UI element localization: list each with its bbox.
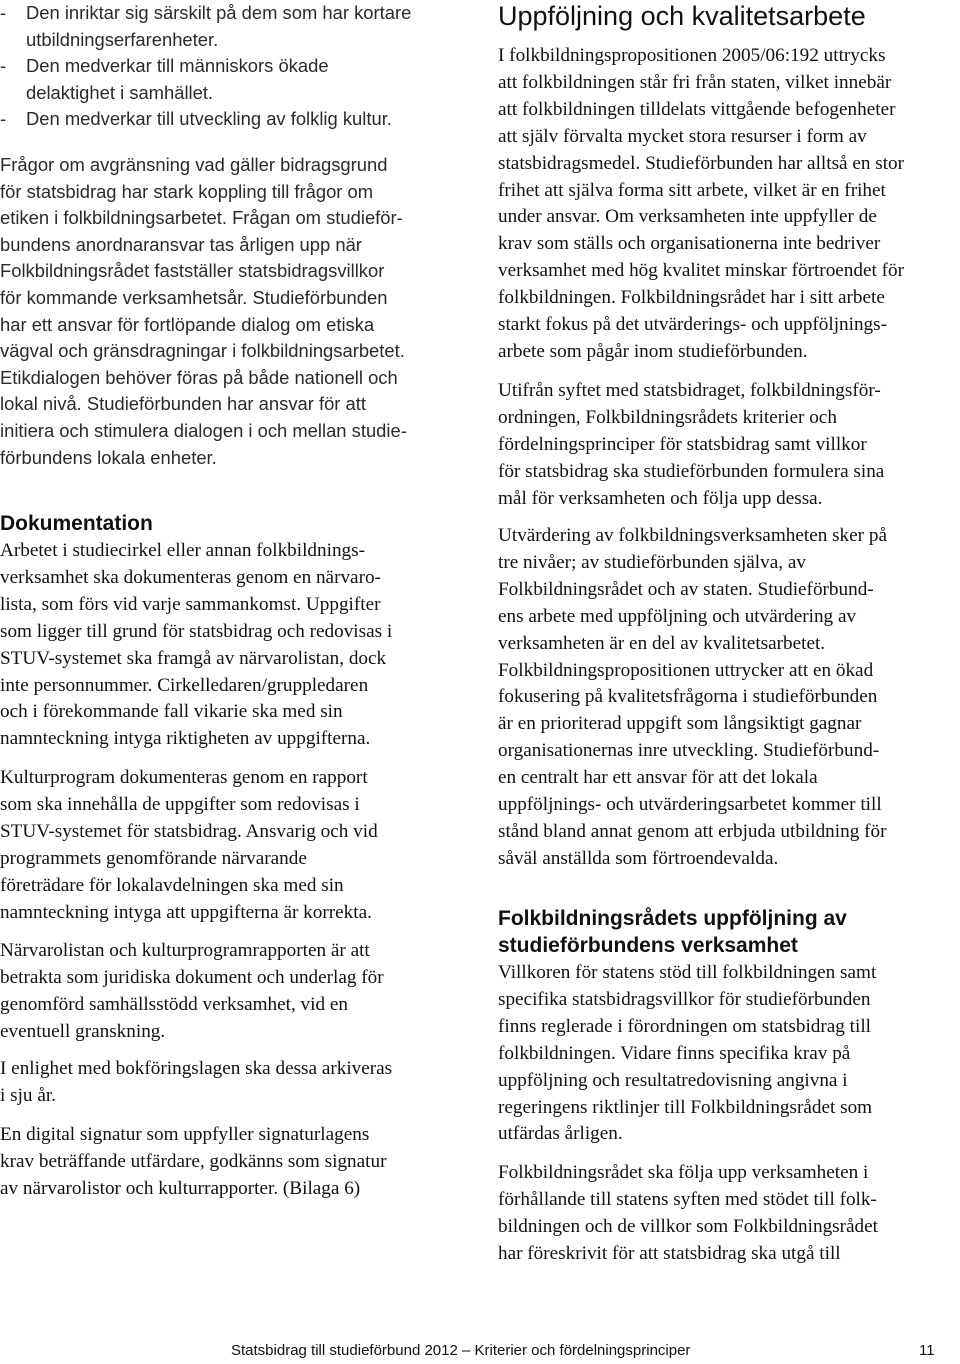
text-line: Folkbildningsrådet ska följa upp verksamheten i [498,1162,869,1183]
paragraph-dokumentation-1 [0,538,460,753]
text-line: utfärdas årligen. [498,1123,623,1145]
text-line: som ska innehålla de uppgifter som redovisas i [0,793,360,815]
bullet-line: Den inriktar sig särskilt på dem som har kortare [26,2,412,23]
text-line: att själv förvalta mycket stora resurser i form av [498,125,867,147]
text-line: inte personnummer. Cirkelledaren/gruppledaren [0,674,369,696]
bullet-dash: - [0,55,7,77]
paragraph-right-5 [498,1160,960,1268]
text-line: Närvarolistan och kulturprogramrapporten är att [0,940,370,961]
text-line: och i förekommande fall vikarie ska med sin [0,701,343,723]
text-line: lokal nivå. Studieförbunden har ansvar för att [0,393,366,415]
text-line: verksamhet med hög kvalitet minskar förtroendet för [498,260,905,282]
text-line: En digital signatur som uppfyller signaturlagens [0,1124,370,1145]
bullet-line: Den medverkar till människors ökade [26,55,329,77]
text-line: att folkbildningen står fri från staten, vilket innebär [498,71,892,93]
text-line: Kulturprogram dokumenteras genom en rapport [0,767,368,788]
text-line: frihet att själva forma sitt arbete, vilket är en frihet [498,179,886,201]
text-line: Utifrån syftet med statsbidraget, folkbildningsför- [498,380,881,401]
text-line: förhållande till statens syften med stödet till folk- [498,1188,877,1210]
text-line: starkt fokus på det utvärderings- och uppföljnings- [498,314,887,336]
text-line: Folkbildningspropositionen uttrycker att en ökad [498,659,874,681]
text-line: bundens anordnaransvar tas årligen upp när [0,233,362,255]
text-line: mål för verksamheten och följa upp dessa. [498,487,823,509]
text-line: I enlighet med bokföringslagen ska dessa arkiveras [0,1058,393,1079]
text-line: Frågor om avgränsning vad gäller bidragsgrund [0,154,388,175]
text-line: statsbidragsmedel. Studieförbunden har alltså en stor [498,152,905,174]
text-line: för statsbidrag ska studieförbunden formulera sina [498,460,885,482]
footer-title: Statsbidrag till studieförbund 2012 – Kriterier och fördelningsprinciper [231,1342,691,1359]
text-line: namnteckning intyga riktigheten av uppgifterna. [0,728,371,750]
text-line: finns reglerade i förordningen om statsbidrag till [498,1015,871,1037]
text-line: arbete som pågår inom studieförbunden. [498,340,808,362]
text-line: eventuell granskning. [0,1020,166,1042]
text-line: för kommande verksamhetsår. Studieförbunden [0,286,388,308]
text-line: regeringens riktlinjer till Folkbildningsrådet som [498,1096,873,1118]
paragraph-dokumentation-2 [0,765,460,926]
text-line: verksamhet ska dokumenteras genom en närvaro- [0,566,381,588]
paragraph-dokumentation-4 [0,1056,460,1110]
heading-folkbildningsradet [498,905,847,959]
text-line: vägval och gränsdragningar i folkbildningsarbetet. [0,340,405,362]
heading-line: studieförbundens verksamhet [498,934,798,957]
page-footer [0,1340,960,1362]
paragraph-right-3 [498,523,960,873]
text-line: krav beträffande utfärdare, godkänns som signatur [0,1150,387,1172]
text-line: STUV-systemet för statsbidrag. Ansvarig och vid [0,820,378,842]
paragraph-right-1 [498,43,960,366]
text-line: uppföljnings- och utvärderingsarbetet kommer till [498,794,882,816]
text-line: folkbildningen. Vidare finns specifika krav på [498,1042,851,1064]
text-line: av närvarolistor och kulturrapporter. (Bilaga 6) [0,1177,361,1199]
bullet-item [0,0,460,53]
text-line: stånd bland annat genom att erbjuda utbildning för [498,820,887,842]
text-line: ordningen, Folkbildningsrådets kriterier och [498,406,837,428]
text-line: bildningen och de villkor som Folkbildningsrådet [498,1215,878,1237]
bullet-item [0,106,460,133]
text-line: STUV-systemet ska framgå av närvarolistan, dock [0,647,387,669]
text-line: fokusering på kvalitetsfrågorna i studieförbunden [498,686,878,708]
text-line: initiera och stimulera dialogen i och mellan studie- [0,419,407,441]
paragraph-dokumentation-3 [0,938,460,1046]
text-line: verksamheten är en del av kvalitetsarbetet. [498,632,826,654]
text-line: Villkoren för statens stöd till folkbildningen samt [498,962,877,983]
text-line: har ett ansvar för fortlöpande dialog om etiska [0,313,375,335]
text-line: tre nivåer; av studieförbunden själva, av [498,551,806,573]
text-line: lista, som förs vid varje sammankomst. Uppgifter [0,593,381,615]
text-line: fördelningsprinciper för statsbidrag samt villkor [498,433,867,455]
text-line: för statsbidrag har stark koppling till frågor om [0,180,374,202]
text-line: är en prioriterad uppgift som långsiktigt gagnar [498,713,862,735]
bullet-line: Den medverkar till utveckling av folklig kultur. [26,108,392,130]
text-line: som ligger till grund för statsbidrag och redovisas i [0,620,393,642]
text-line: specifika statsbidragsvillkor för studieförbunden [498,988,871,1010]
paragraph-etik [0,152,460,471]
text-line: att folkbildningen tilldelats vittgående befogenheter [498,98,896,120]
text-line: namnteckning intyga att uppgifterna är korrekta. [0,901,372,923]
paragraph-dokumentation-5 [0,1122,460,1203]
text-line: en centralt har ett ansvar för att det lokala [498,767,818,789]
text-line: såväl anställda som förtroendevalda. [498,847,779,869]
bullet-item [0,53,460,106]
text-line: förbundens lokala enheter. [0,446,217,468]
text-line: etiken i folkbildningsarbetet. Frågan om studieför- [0,207,403,229]
heading-dokumentation: Dokumentation [0,512,153,535]
text-line: genomförd samhällsstödd verksamhet, vid en [0,993,348,1015]
text-line: organisationernas inre utveckling. Studieförbund- [498,740,880,762]
text-line: ens arbete med uppföljning och utvärdering av [498,605,857,627]
text-line: folkbildningen. Folkbildningsrådet har i sitt arbete [498,287,885,309]
text-line: krav som ställs och organisationerna inte bedriver [498,233,881,255]
text-line: Utvärdering av folkbildningsverksamheten sker på [498,525,887,546]
text-line: programmets genomförande närvarande [0,847,307,869]
text-line: Folkbildningsrådet och av staten. Studieförbund- [498,578,874,600]
heading-line: Folkbildningsrådets uppföljning av [498,907,847,930]
text-line: I folkbildningspropositionen 2005/06:192 uttrycks [498,45,886,66]
text-line: företrädare för lokalavdelningen ska med sin [0,874,344,896]
bullet-dash: - [0,2,7,23]
text-line: Etikdialogen behöver föras på både nationell och [0,366,398,388]
heading-uppfoljning: Uppföljning och kvalitetsarbete [498,1,866,31]
text-line: Arbetet i studiecirkel eller annan folkbildnings- [0,540,365,561]
page-number: 11 [919,1342,935,1359]
bullet-dash: - [0,108,7,130]
text-line: betrakta som juridiska dokument och underlag för [0,966,384,988]
bullet-line: delaktighet i samhället. [26,81,214,103]
text-line: har föreskrivit för att statsbidrag ska utgå till [498,1242,841,1264]
text-line: uppföljning och resultatredovisning angivna i [498,1069,848,1091]
text-line: under ansvar. Om verksamheten inte uppfyller de [498,206,877,228]
text-line: i sju år. [0,1084,56,1106]
paragraph-right-2 [498,378,960,513]
paragraph-right-4 [498,960,960,1148]
text-line: Folkbildningsrådet fastställer statsbidragsvillkor [0,260,385,282]
bullet-line: utbildningserfarenheter. [26,28,219,50]
